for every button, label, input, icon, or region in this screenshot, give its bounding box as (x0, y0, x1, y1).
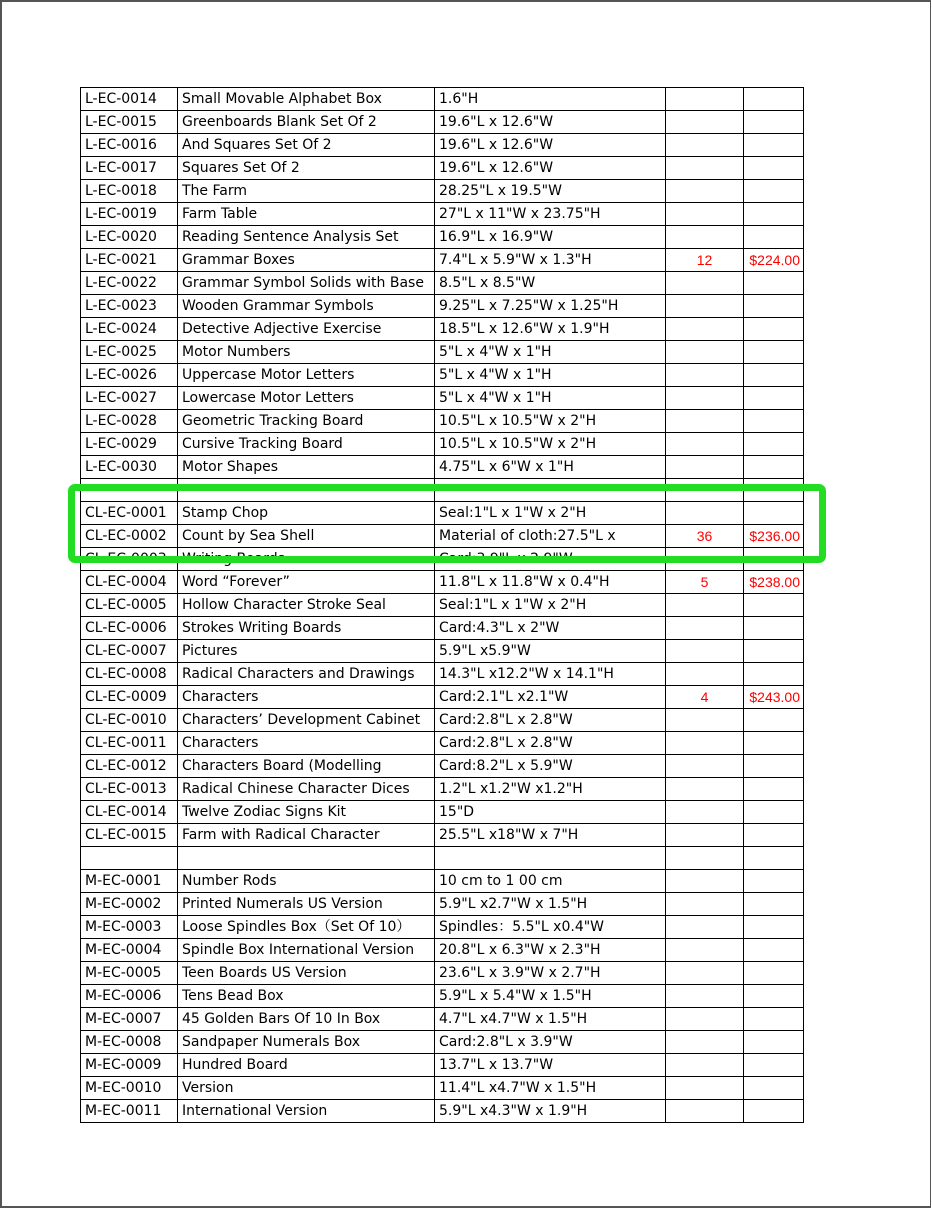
item-dimensions-cell: 5"L x 4"W x 1"H (435, 387, 666, 410)
table-row (81, 1008, 804, 1031)
item-dimensions-cell: 5.9"L x4.3"W x 1.9"H (435, 1100, 666, 1123)
table-row (81, 985, 804, 1008)
item-price-cell (744, 870, 804, 893)
item-code-cell: CL-EC-0015 (81, 824, 178, 847)
item-price-cell (744, 755, 804, 778)
item-quantity-cell (666, 893, 744, 916)
item-name-cell (178, 479, 435, 502)
item-price-cell (744, 962, 804, 985)
item-code-cell: L-EC-0018 (81, 180, 178, 203)
item-price-cell (744, 732, 804, 755)
table-row (81, 272, 804, 295)
item-code-cell: L-EC-0027 (81, 387, 178, 410)
item-price-cell (744, 663, 804, 686)
item-quantity-cell (666, 732, 744, 755)
item-quantity-cell (666, 1100, 744, 1123)
item-price-cell (744, 1100, 804, 1123)
item-quantity-cell (666, 663, 744, 686)
item-dimensions-cell: 14.3"L x12.2"W x 14.1"H (435, 663, 666, 686)
item-code-cell: CL-EC-0001 (81, 502, 178, 525)
item-dimensions-cell: Card:8.2"L x 5.9"W (435, 755, 666, 778)
table-row (81, 571, 804, 594)
table-row (81, 686, 804, 709)
item-price-cell: $243.00 (744, 686, 804, 709)
item-dimensions-cell: 5.9"L x2.7"W x 1.5"H (435, 893, 666, 916)
item-dimensions-cell: Card:3.9"L x 2.9"W (435, 548, 666, 571)
item-dimensions-cell: Seal:1"L x 1"W x 2"H (435, 594, 666, 617)
item-price-cell (744, 709, 804, 732)
table-row (81, 1054, 804, 1077)
item-name-cell: Lowercase Motor Letters (178, 387, 435, 410)
item-dimensions-cell: 18.5"L x 12.6"W x 1.9"H (435, 318, 666, 341)
item-name-cell: And Squares Set Of 2 (178, 134, 435, 157)
item-code-cell: CL-EC-0002 (81, 525, 178, 548)
item-dimensions-cell: 11.8"L x 11.8"W x 0.4"H (435, 571, 666, 594)
item-price-cell (744, 318, 804, 341)
item-dimensions-cell: 19.6"L x 12.6"W (435, 111, 666, 134)
item-dimensions-cell: 4.75"L x 6"W x 1"H (435, 456, 666, 479)
item-price-cell (744, 1031, 804, 1054)
item-price-cell (744, 272, 804, 295)
item-dimensions-cell: Card:2.8"L x 3.9"W (435, 1031, 666, 1054)
item-code-cell: CL-EC-0010 (81, 709, 178, 732)
table-row (81, 1031, 804, 1054)
item-price-cell (744, 88, 804, 111)
item-price-cell: $224.00 (744, 249, 804, 272)
item-price-cell (744, 1054, 804, 1077)
item-dimensions-cell: 25.5"L x18"W x 7"H (435, 824, 666, 847)
item-price-cell (744, 456, 804, 479)
item-name-cell: Reading Sentence Analysis Set (178, 226, 435, 249)
table-row (81, 88, 804, 111)
item-name-cell: Characters’ Development Cabinet (178, 709, 435, 732)
item-quantity-cell (666, 548, 744, 571)
item-code-cell (81, 479, 178, 502)
item-name-cell: Word “Forever” (178, 571, 435, 594)
item-price-cell (744, 502, 804, 525)
table-row (81, 617, 804, 640)
item-code-cell: M-EC-0006 (81, 985, 178, 1008)
table-row (81, 755, 804, 778)
product-table-body (81, 88, 804, 1123)
table-row (81, 870, 804, 893)
table-row (81, 1077, 804, 1100)
item-quantity-cell (666, 341, 744, 364)
item-price-cell (744, 226, 804, 249)
item-quantity-cell: 36 (666, 525, 744, 548)
item-price-cell (744, 847, 804, 870)
item-price-cell (744, 640, 804, 663)
item-quantity-cell (666, 916, 744, 939)
item-quantity-cell (666, 640, 744, 663)
item-quantity-cell (666, 709, 744, 732)
table-row-blank (81, 479, 804, 502)
item-dimensions-cell: 23.6"L x 3.9"W x 2.7"H (435, 962, 666, 985)
item-dimensions-cell: 4.7"L x4.7"W x 1.5"H (435, 1008, 666, 1031)
table-row-blank (81, 847, 804, 870)
item-code-cell: L-EC-0023 (81, 295, 178, 318)
item-code-cell: CL-EC-0013 (81, 778, 178, 801)
item-code-cell: CL-EC-0011 (81, 732, 178, 755)
item-quantity-cell (666, 962, 744, 985)
item-price-cell (744, 479, 804, 502)
item-quantity-cell (666, 939, 744, 962)
item-quantity-cell (666, 479, 744, 502)
item-quantity-cell (666, 1054, 744, 1077)
item-dimensions-cell: 8.5"L x 8.5"W (435, 272, 666, 295)
item-name-cell: Hundred Board (178, 1054, 435, 1077)
item-quantity-cell (666, 801, 744, 824)
item-code-cell: L-EC-0014 (81, 88, 178, 111)
table-row (81, 111, 804, 134)
item-price-cell (744, 1008, 804, 1031)
item-code-cell: M-EC-0003 (81, 916, 178, 939)
item-name-cell: Greenboards Blank Set Of 2 (178, 111, 435, 134)
item-dimensions-cell (435, 847, 666, 870)
item-price-cell (744, 1077, 804, 1100)
item-quantity-cell (666, 387, 744, 410)
item-price-cell (744, 824, 804, 847)
item-code-cell: M-EC-0011 (81, 1100, 178, 1123)
item-quantity-cell (666, 433, 744, 456)
item-dimensions-cell: 5.9"L x 5.4"W x 1.5"H (435, 985, 666, 1008)
table-row (81, 502, 804, 525)
item-quantity-cell (666, 180, 744, 203)
table-row (81, 180, 804, 203)
item-quantity-cell: 4 (666, 686, 744, 709)
item-code-cell: CL-EC-0014 (81, 801, 178, 824)
item-name-cell: Geometric Tracking Board (178, 410, 435, 433)
item-quantity-cell (666, 295, 744, 318)
item-quantity-cell (666, 755, 744, 778)
item-dimensions-cell: Card:2.1"L x2.1"W (435, 686, 666, 709)
item-dimensions-cell: 20.8"L x 6.3"W x 2.3"H (435, 939, 666, 962)
item-name-cell: Radical Chinese Character Dices (178, 778, 435, 801)
table-row (81, 916, 804, 939)
item-quantity-cell (666, 88, 744, 111)
item-code-cell: CL-EC-0005 (81, 594, 178, 617)
item-name-cell: Detective Adjective Exercise (178, 318, 435, 341)
item-name-cell: Farm Table (178, 203, 435, 226)
item-code-cell: L-EC-0028 (81, 410, 178, 433)
item-code-cell: L-EC-0024 (81, 318, 178, 341)
item-dimensions-cell: 11.4"L x4.7"W x 1.5"H (435, 1077, 666, 1100)
item-code-cell: L-EC-0019 (81, 203, 178, 226)
item-code-cell: L-EC-0030 (81, 456, 178, 479)
table-row (81, 525, 804, 548)
item-dimensions-cell: 13.7"L x 13.7"W (435, 1054, 666, 1077)
item-dimensions-cell: 9.25"L x 7.25"W x 1.25"H (435, 295, 666, 318)
item-name-cell: Tens Bead Box (178, 985, 435, 1008)
item-code-cell: M-EC-0009 (81, 1054, 178, 1077)
item-name-cell: Characters Board (Modelling (178, 755, 435, 778)
item-quantity-cell (666, 594, 744, 617)
item-dimensions-cell: 19.6"L x 12.6"W (435, 157, 666, 180)
item-name-cell: The Farm (178, 180, 435, 203)
item-dimensions-cell: 7.4"L x 5.9"W x 1.3"H (435, 249, 666, 272)
table-row (81, 341, 804, 364)
item-quantity-cell (666, 502, 744, 525)
item-dimensions-cell: Seal:1"L x 1"W x 2"H (435, 502, 666, 525)
table-row (81, 939, 804, 962)
item-price-cell (744, 617, 804, 640)
item-price-cell (744, 893, 804, 916)
item-price-cell (744, 134, 804, 157)
item-name-cell: Uppercase Motor Letters (178, 364, 435, 387)
table-row (81, 318, 804, 341)
item-price-cell (744, 203, 804, 226)
item-price-cell (744, 295, 804, 318)
item-dimensions-cell: 28.25"L x 19.5"W (435, 180, 666, 203)
item-quantity-cell (666, 824, 744, 847)
item-price-cell (744, 916, 804, 939)
table-row (81, 1100, 804, 1123)
item-code-cell: M-EC-0001 (81, 870, 178, 893)
item-quantity-cell (666, 272, 744, 295)
item-price-cell (744, 341, 804, 364)
item-price-cell (744, 433, 804, 456)
item-code-cell: CL-EC-0006 (81, 617, 178, 640)
item-name-cell: Small Movable Alphabet Box (178, 88, 435, 111)
item-quantity-cell (666, 985, 744, 1008)
item-name-cell: Wooden Grammar Symbols (178, 295, 435, 318)
table-row (81, 456, 804, 479)
item-code-cell: CL-EC-0008 (81, 663, 178, 686)
table-row (81, 893, 804, 916)
item-price-cell: $236.00 (744, 525, 804, 548)
item-price-cell (744, 801, 804, 824)
item-name-cell: Spindle Box International Version (178, 939, 435, 962)
item-name-cell: Loose Spindles Box（Set Of 10） (178, 916, 435, 939)
table-row (81, 387, 804, 410)
product-table (80, 87, 804, 1123)
table-row (81, 157, 804, 180)
item-quantity-cell (666, 364, 744, 387)
item-dimensions-cell: 15"D (435, 801, 666, 824)
item-code-cell: L-EC-0015 (81, 111, 178, 134)
item-code-cell: M-EC-0004 (81, 939, 178, 962)
table-row (81, 640, 804, 663)
item-name-cell (178, 847, 435, 870)
item-price-cell (744, 410, 804, 433)
item-code-cell: L-EC-0017 (81, 157, 178, 180)
item-dimensions-cell: Card:4.3"L x 2"W (435, 617, 666, 640)
item-quantity-cell (666, 318, 744, 341)
table-row (81, 433, 804, 456)
item-dimensions-cell: 19.6"L x 12.6"W (435, 134, 666, 157)
item-dimensions-cell: 16.9"L x 16.9"W (435, 226, 666, 249)
item-name-cell: Strokes Writing Boards (178, 617, 435, 640)
item-code-cell: M-EC-0007 (81, 1008, 178, 1031)
table-row (81, 548, 804, 571)
item-code-cell: M-EC-0010 (81, 1077, 178, 1100)
item-name-cell: Characters (178, 686, 435, 709)
item-name-cell: International Version (178, 1100, 435, 1123)
item-dimensions-cell: 5"L x 4"W x 1"H (435, 341, 666, 364)
table-row (81, 801, 804, 824)
item-dimensions-cell: Spindles：5.5"L x0.4"W (435, 916, 666, 939)
table-row (81, 295, 804, 318)
item-code-cell: M-EC-0005 (81, 962, 178, 985)
table-row (81, 594, 804, 617)
item-name-cell: Count by Sea Shell (178, 525, 435, 548)
table-row (81, 249, 804, 272)
table-row (81, 226, 804, 249)
item-quantity-cell (666, 1008, 744, 1031)
item-code-cell: L-EC-0029 (81, 433, 178, 456)
item-dimensions-cell (435, 479, 666, 502)
item-code-cell: M-EC-0002 (81, 893, 178, 916)
item-dimensions-cell: Card:2.8"L x 2.8"W (435, 732, 666, 755)
table-row (81, 663, 804, 686)
item-quantity-cell: 5 (666, 571, 744, 594)
item-price-cell (744, 364, 804, 387)
item-name-cell: Grammar Symbol Solids with Base (178, 272, 435, 295)
item-quantity-cell (666, 410, 744, 433)
item-quantity-cell (666, 134, 744, 157)
item-name-cell: Grammar Boxes (178, 249, 435, 272)
item-name-cell: Teen Boards US Version (178, 962, 435, 985)
item-dimensions-cell: 10.5"L x 10.5"W x 2"H (435, 433, 666, 456)
item-code-cell: CL-EC-0004 (81, 571, 178, 594)
item-code-cell: CL-EC-0009 (81, 686, 178, 709)
table-row (81, 709, 804, 732)
item-code-cell: CL-EC-0007 (81, 640, 178, 663)
item-quantity-cell: 12 (666, 249, 744, 272)
item-dimensions-cell: 1.6"H (435, 88, 666, 111)
table-row (81, 203, 804, 226)
item-name-cell: Farm with Radical Character (178, 824, 435, 847)
item-code-cell: M-EC-0008 (81, 1031, 178, 1054)
item-code-cell: L-EC-0022 (81, 272, 178, 295)
item-name-cell: 45 Golden Bars Of 10 In Box (178, 1008, 435, 1031)
item-price-cell (744, 157, 804, 180)
item-name-cell: Sandpaper Numerals Box (178, 1031, 435, 1054)
item-quantity-cell (666, 778, 744, 801)
item-dimensions-cell: 1.2"L x1.2"W x1.2"H (435, 778, 666, 801)
table-row (81, 364, 804, 387)
item-quantity-cell (666, 1031, 744, 1054)
item-dimensions-cell: 27"L x 11"W x 23.75"H (435, 203, 666, 226)
item-code-cell: L-EC-0020 (81, 226, 178, 249)
item-quantity-cell (666, 870, 744, 893)
item-name-cell: Twelve Zodiac Signs Kit (178, 801, 435, 824)
item-dimensions-cell: Material of cloth:27.5"L x (435, 525, 666, 548)
item-price-cell (744, 778, 804, 801)
item-quantity-cell (666, 617, 744, 640)
item-name-cell: Hollow Character Stroke Seal (178, 594, 435, 617)
item-price-cell (744, 985, 804, 1008)
item-dimensions-cell: 5.9"L x5.9"W (435, 640, 666, 663)
item-dimensions-cell: 10.5"L x 10.5"W x 2"H (435, 410, 666, 433)
item-name-cell: Stamp Chop (178, 502, 435, 525)
item-dimensions-cell: Card:2.8"L x 2.8"W (435, 709, 666, 732)
item-code-cell: CL-EC-0003 (81, 548, 178, 571)
item-name-cell: Writing Boards (178, 548, 435, 571)
table-row (81, 778, 804, 801)
item-quantity-cell (666, 1077, 744, 1100)
item-code-cell: L-EC-0026 (81, 364, 178, 387)
table-row (81, 410, 804, 433)
item-quantity-cell (666, 203, 744, 226)
item-price-cell (744, 111, 804, 134)
item-name-cell: Cursive Tracking Board (178, 433, 435, 456)
table-row (81, 824, 804, 847)
item-quantity-cell (666, 111, 744, 134)
item-quantity-cell (666, 226, 744, 249)
table-row (81, 732, 804, 755)
item-code-cell: L-EC-0016 (81, 134, 178, 157)
item-quantity-cell (666, 157, 744, 180)
table-row (81, 962, 804, 985)
item-price-cell (744, 939, 804, 962)
item-name-cell: Pictures (178, 640, 435, 663)
item-quantity-cell (666, 456, 744, 479)
item-price-cell (744, 387, 804, 410)
item-code-cell (81, 847, 178, 870)
item-name-cell: Version (178, 1077, 435, 1100)
item-code-cell: CL-EC-0012 (81, 755, 178, 778)
item-quantity-cell (666, 847, 744, 870)
item-code-cell: L-EC-0025 (81, 341, 178, 364)
item-name-cell: Characters (178, 732, 435, 755)
table-row (81, 134, 804, 157)
item-dimensions-cell: 10 cm to 1 00 cm (435, 870, 666, 893)
item-price-cell (744, 180, 804, 203)
item-name-cell: Number Rods (178, 870, 435, 893)
item-name-cell: Motor Shapes (178, 456, 435, 479)
item-name-cell: Squares Set Of 2 (178, 157, 435, 180)
item-name-cell: Radical Characters and Drawings (178, 663, 435, 686)
item-name-cell: Motor Numbers (178, 341, 435, 364)
item-dimensions-cell: 5"L x 4"W x 1"H (435, 364, 666, 387)
item-price-cell (744, 594, 804, 617)
item-price-cell (744, 548, 804, 571)
item-price-cell: $238.00 (744, 571, 804, 594)
item-name-cell: Printed Numerals US Version (178, 893, 435, 916)
item-code-cell: L-EC-0021 (81, 249, 178, 272)
